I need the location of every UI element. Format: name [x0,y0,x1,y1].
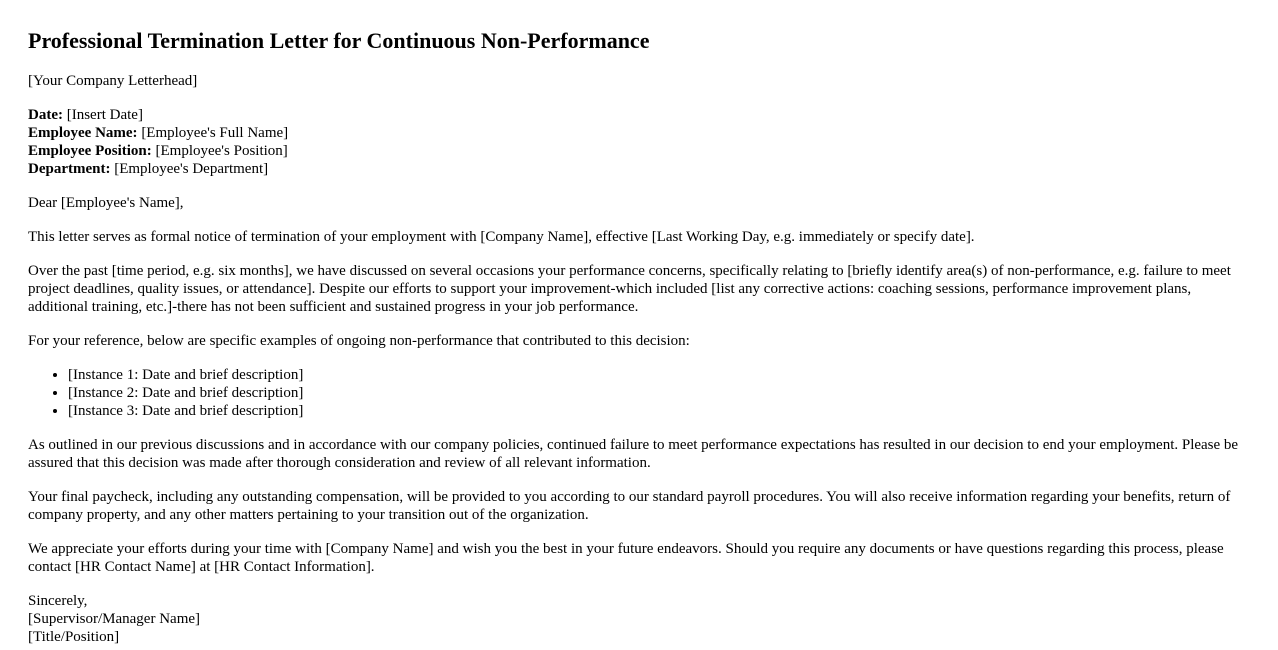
signer-position: [Title/Position] [28,629,120,645]
employee-name-label: Employee Name: [28,125,138,141]
employee-name-field [28,124,1250,142]
department-label: Department: [28,161,111,177]
date-value: [Insert Date] [66,107,143,123]
date-field [28,106,1250,124]
page-title: Professional Termination Letter for Continuous Non-Performance [28,28,650,53]
employee-name-value: [Employee's Full Name] [141,125,289,141]
signer-name: [Supervisor/Manager Name] [28,611,201,627]
employee-position-label: Employee Position: [28,143,152,159]
notice-paragraph: This letter serves as formal notice of termination of your employment with [Company Name], effective [Last Working Day, e.g. immediately or specify date]. [28,229,975,245]
list-item: • [Instance 1: Date and brief description] [68,366,1250,384]
date-label: Date: [28,107,63,123]
paycheck-paragraph: Your final paycheck, including any outstanding compensation, will be provided to you according to our standard payroll procedures. You will also receive information regarding your benefits, return of company property, and any other matters pertaining to your transition out of the organization. [28,489,1231,523]
instances-list [28,366,1250,420]
department-field [28,160,1250,178]
examples-intro-paragraph: For your reference, below are specific examples of ongoing non-performance that contributed to this decision: [28,333,690,349]
employee-position-field [28,142,1250,160]
list-item: • [Instance 2: Date and brief description] [68,384,1250,402]
valediction: Sincerely, [28,593,88,609]
signature-block [28,592,1250,646]
history-paragraph: Over the past [time period, e.g. six months], we have discussed on several occasions your performance concerns, specifically relating to [briefly identify area(s) of non-performance, e.g. failure to meet project deadlines, quality issues, or attendance]. Despite our efforts to support your improvement-which included [list any corrective actions: coaching sessions, performance improvement plans, additional training, etc.]-there has not been sufficient and sustained progress in your job performance. [28,263,1231,315]
employee-details [28,106,1250,178]
closing-paragraph: We appreciate your efforts during your time with [Company Name] and wish you the best in your future endeavors. Should you require any documents or have questions regarding this process, please contact [HR Contact Name] at [HR Contact Information]. [28,541,1224,575]
decision-paragraph: As outlined in our previous discussions and in accordance with our company policies, continued failure to meet performance expectations has resulted in our decision to end your employment. Please be assured that this decision was made after thorough consideration and review of all relevant information. [28,437,1239,471]
employee-position-value: [Employee's Position] [155,143,288,159]
salutation: Dear [Employee's Name], [28,195,184,211]
list-item: • [Instance 3: Date and brief description] [68,402,1250,420]
department-value: [Employee's Department] [114,161,269,177]
letterhead: [Your Company Letterhead] [28,73,198,89]
